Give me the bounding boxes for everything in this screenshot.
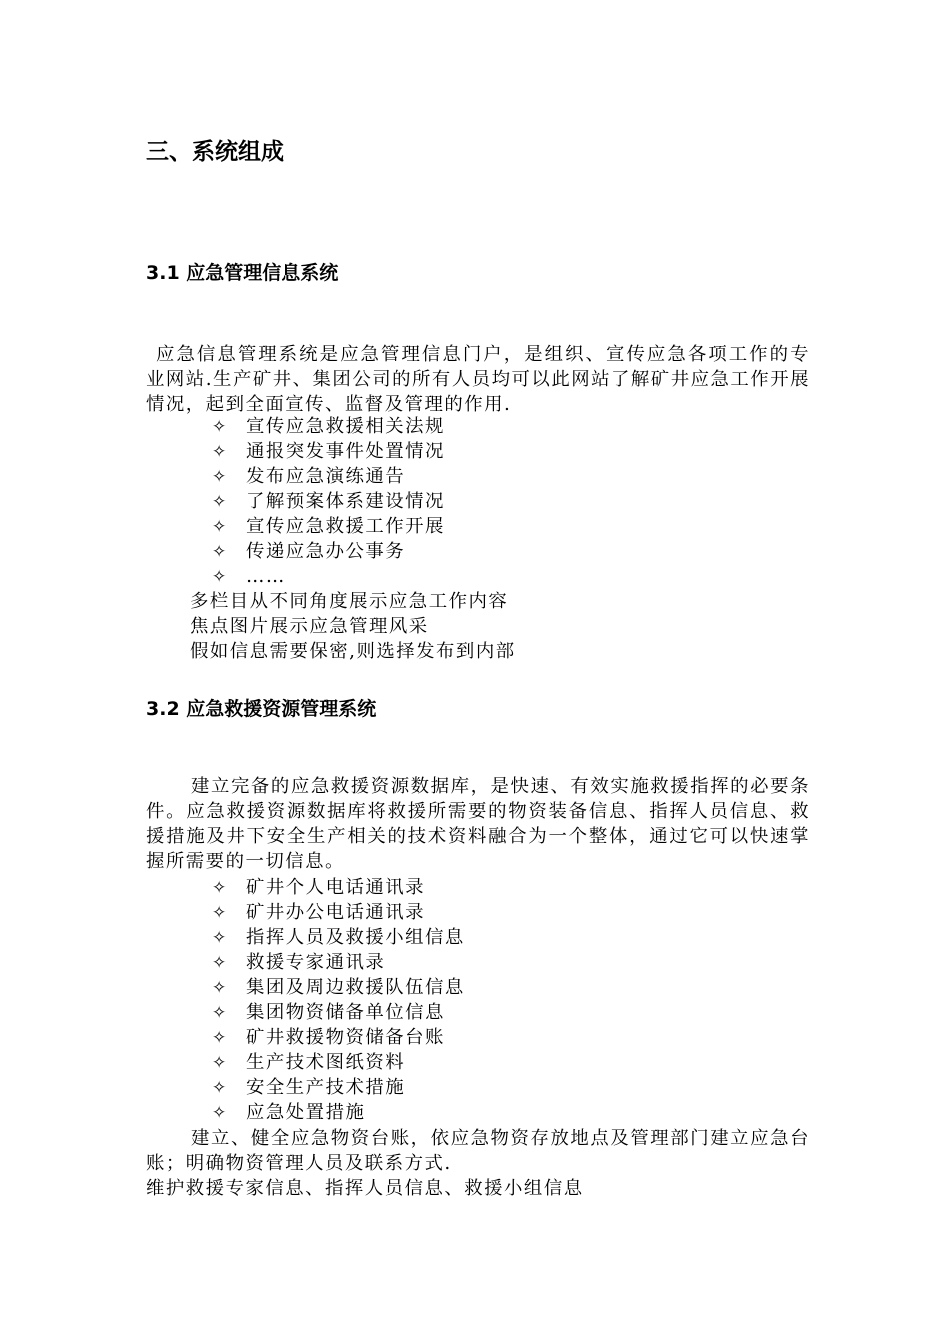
section-title: 三、系统组成 [146, 139, 284, 165]
diamond-bullet-icon: ✧ [212, 1078, 227, 1098]
list-item: ✧ 指挥人员及救援小组信息 [212, 925, 465, 950]
diamond-bullet-icon: ✧ [212, 517, 227, 537]
list-item: ✧ 矿井办公电话通讯录 [212, 900, 465, 925]
note-line: 维护救援专家信息、指挥人员信息、救援小组信息 [146, 1178, 584, 1199]
subsection-title-3-2: 3.2 应急救援资源管理系统 [146, 698, 377, 720]
diamond-bullet-icon: ✧ [212, 567, 227, 587]
list-item: ✧ 宣传应急救援相关法规 [212, 414, 445, 439]
diamond-bullet-icon: ✧ [212, 878, 227, 898]
note-line: 假如信息需要保密,则选择发布到内部 [190, 641, 516, 662]
intro-paragraph-3-1: 应急信息管理系统是应急管理信息门户，是组织、宣传应急各项工作的专业网站.生产矿井、集团公司的所有人员均可以此网站了解矿井应急工作开展情况，起到全面宣传、监督及管理的作用. [146, 344, 810, 415]
intro-paragraph-3-2: 建立完备的应急救援资源数据库，是快速、有效实施救援指挥的必要条件。应急救援资源数据库将救援所需要的物资装备信息、指挥人员信息、救援措施及井下安全生产相关的技术资料融合为一个整体，通过它可以快速掌握所需要的一切信息。 [146, 776, 810, 872]
list-item: ✧ 安全生产技术措施 [212, 1075, 465, 1100]
subsection-title-3-1: 3.1 应急管理信息系统 [146, 262, 339, 284]
list-item: ✧ 发布应急演练通告 [212, 464, 445, 489]
feature-list-3-1 [212, 414, 445, 589]
diamond-bullet-icon: ✧ [212, 903, 227, 923]
list-item: ✧ 传递应急办公事务 [212, 539, 445, 564]
list-item: ✧ 矿井个人电话通讯录 [212, 875, 465, 900]
diamond-bullet-icon: ✧ [212, 1053, 227, 1073]
list-item: ✧ 集团物资储备单位信息 [212, 1000, 465, 1025]
diamond-bullet-icon: ✧ [212, 978, 227, 998]
diamond-bullet-icon: ✧ [212, 467, 227, 487]
note-line: 多栏目从不同角度展示应急工作内容 [190, 591, 509, 612]
list-item: ✧ 集团及周边救援队伍信息 [212, 975, 465, 1000]
list-item: ✧ 矿井救援物资储备台账 [212, 1025, 465, 1050]
diamond-bullet-icon: ✧ [212, 1103, 227, 1123]
diamond-bullet-icon: ✧ [212, 1028, 227, 1048]
closing-paragraph-3-2: 建立、健全应急物资台账，依应急物资存放地点及管理部门建立应急台账；明确物资管理人员及联系方式. [146, 1128, 810, 1174]
note-line: 焦点图片展示应急管理风采 [190, 616, 429, 637]
list-item: ✧ 应急处置措施 [212, 1100, 465, 1125]
list-item: ✧ 宣传应急救援工作开展 [212, 514, 445, 539]
diamond-bullet-icon: ✧ [212, 417, 227, 437]
diamond-bullet-icon: ✧ [212, 953, 227, 973]
diamond-bullet-icon: ✧ [212, 1003, 227, 1023]
diamond-bullet-icon: ✧ [212, 928, 227, 948]
diamond-bullet-icon: ✧ [212, 542, 227, 562]
list-item: ✧ 通报突发事件处置情况 [212, 439, 445, 464]
list-item: ✧ 了解预案体系建设情况 [212, 489, 445, 514]
diamond-bullet-icon: ✧ [212, 442, 227, 462]
feature-list-3-2 [212, 875, 465, 1125]
diamond-bullet-icon: ✧ [212, 492, 227, 512]
list-item: ✧ 救援专家通讯录 [212, 950, 465, 975]
list-item: ✧ …… [212, 564, 445, 589]
list-item: ✧ 生产技术图纸资料 [212, 1050, 465, 1075]
